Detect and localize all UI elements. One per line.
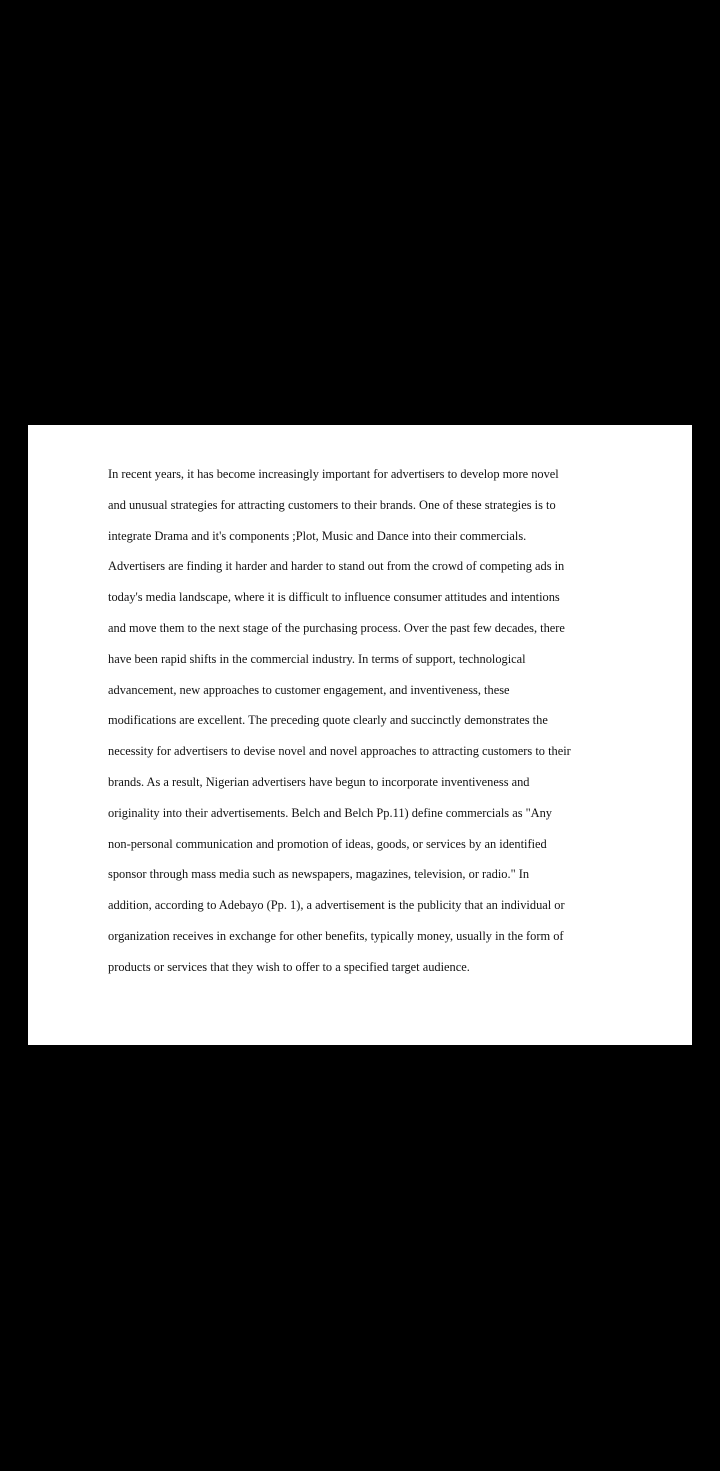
text-line: sponsor through mass media such as newspapers, magazines, television, or radio." In [108, 867, 530, 882]
text-line: originality into their advertisements. Belch and Belch Pp.11) define commercials as "Any [108, 805, 553, 820]
text-line: and move them to the next stage of the purchasing process. Over the past few decades, there [108, 620, 565, 635]
text-line: addition, according to Adebayo (Pp. 1), a advertisement is the publicity that an individual or [108, 898, 565, 913]
document-page [28, 425, 692, 1045]
text-line: organization receives in exchange for other benefits, typically money, usually in the form of [108, 928, 564, 943]
text-line: modifications are excellent. The preceding quote clearly and succinctly demonstrates the [108, 713, 548, 728]
paragraph [108, 459, 628, 983]
text-line: brands. As a result, Nigerian advertisers have begun to incorporate inventiveness and [108, 774, 530, 789]
text-line: and unusual strategies for attracting customers to their brands. One of these strategies is to [108, 497, 556, 512]
text-line: non-personal communication and promotion of ideas, goods, or services by an identified [108, 836, 547, 851]
text-line: products or services that they wish to offer to a specified target audience. [108, 959, 470, 974]
text-line: necessity for advertisers to devise novel and novel approaches to attracting customers to their [108, 744, 571, 759]
text-line: In recent years, it has become increasingly important for advertisers to develop more novel [108, 467, 559, 481]
text-line: today's media landscape, where it is difficult to influence consumer attitudes and intentions [108, 590, 560, 605]
text-line: have been rapid shifts in the commercial industry. In terms of support, technological [108, 651, 526, 666]
text-line: integrate Drama and it's components ;Plot, Music and Dance into their commercials. [108, 528, 527, 543]
text-line: Advertisers are finding it harder and harder to stand out from the crowd of competing ads in [108, 559, 565, 574]
text-line: advancement, new approaches to customer engagement, and inventiveness, these [108, 682, 510, 697]
